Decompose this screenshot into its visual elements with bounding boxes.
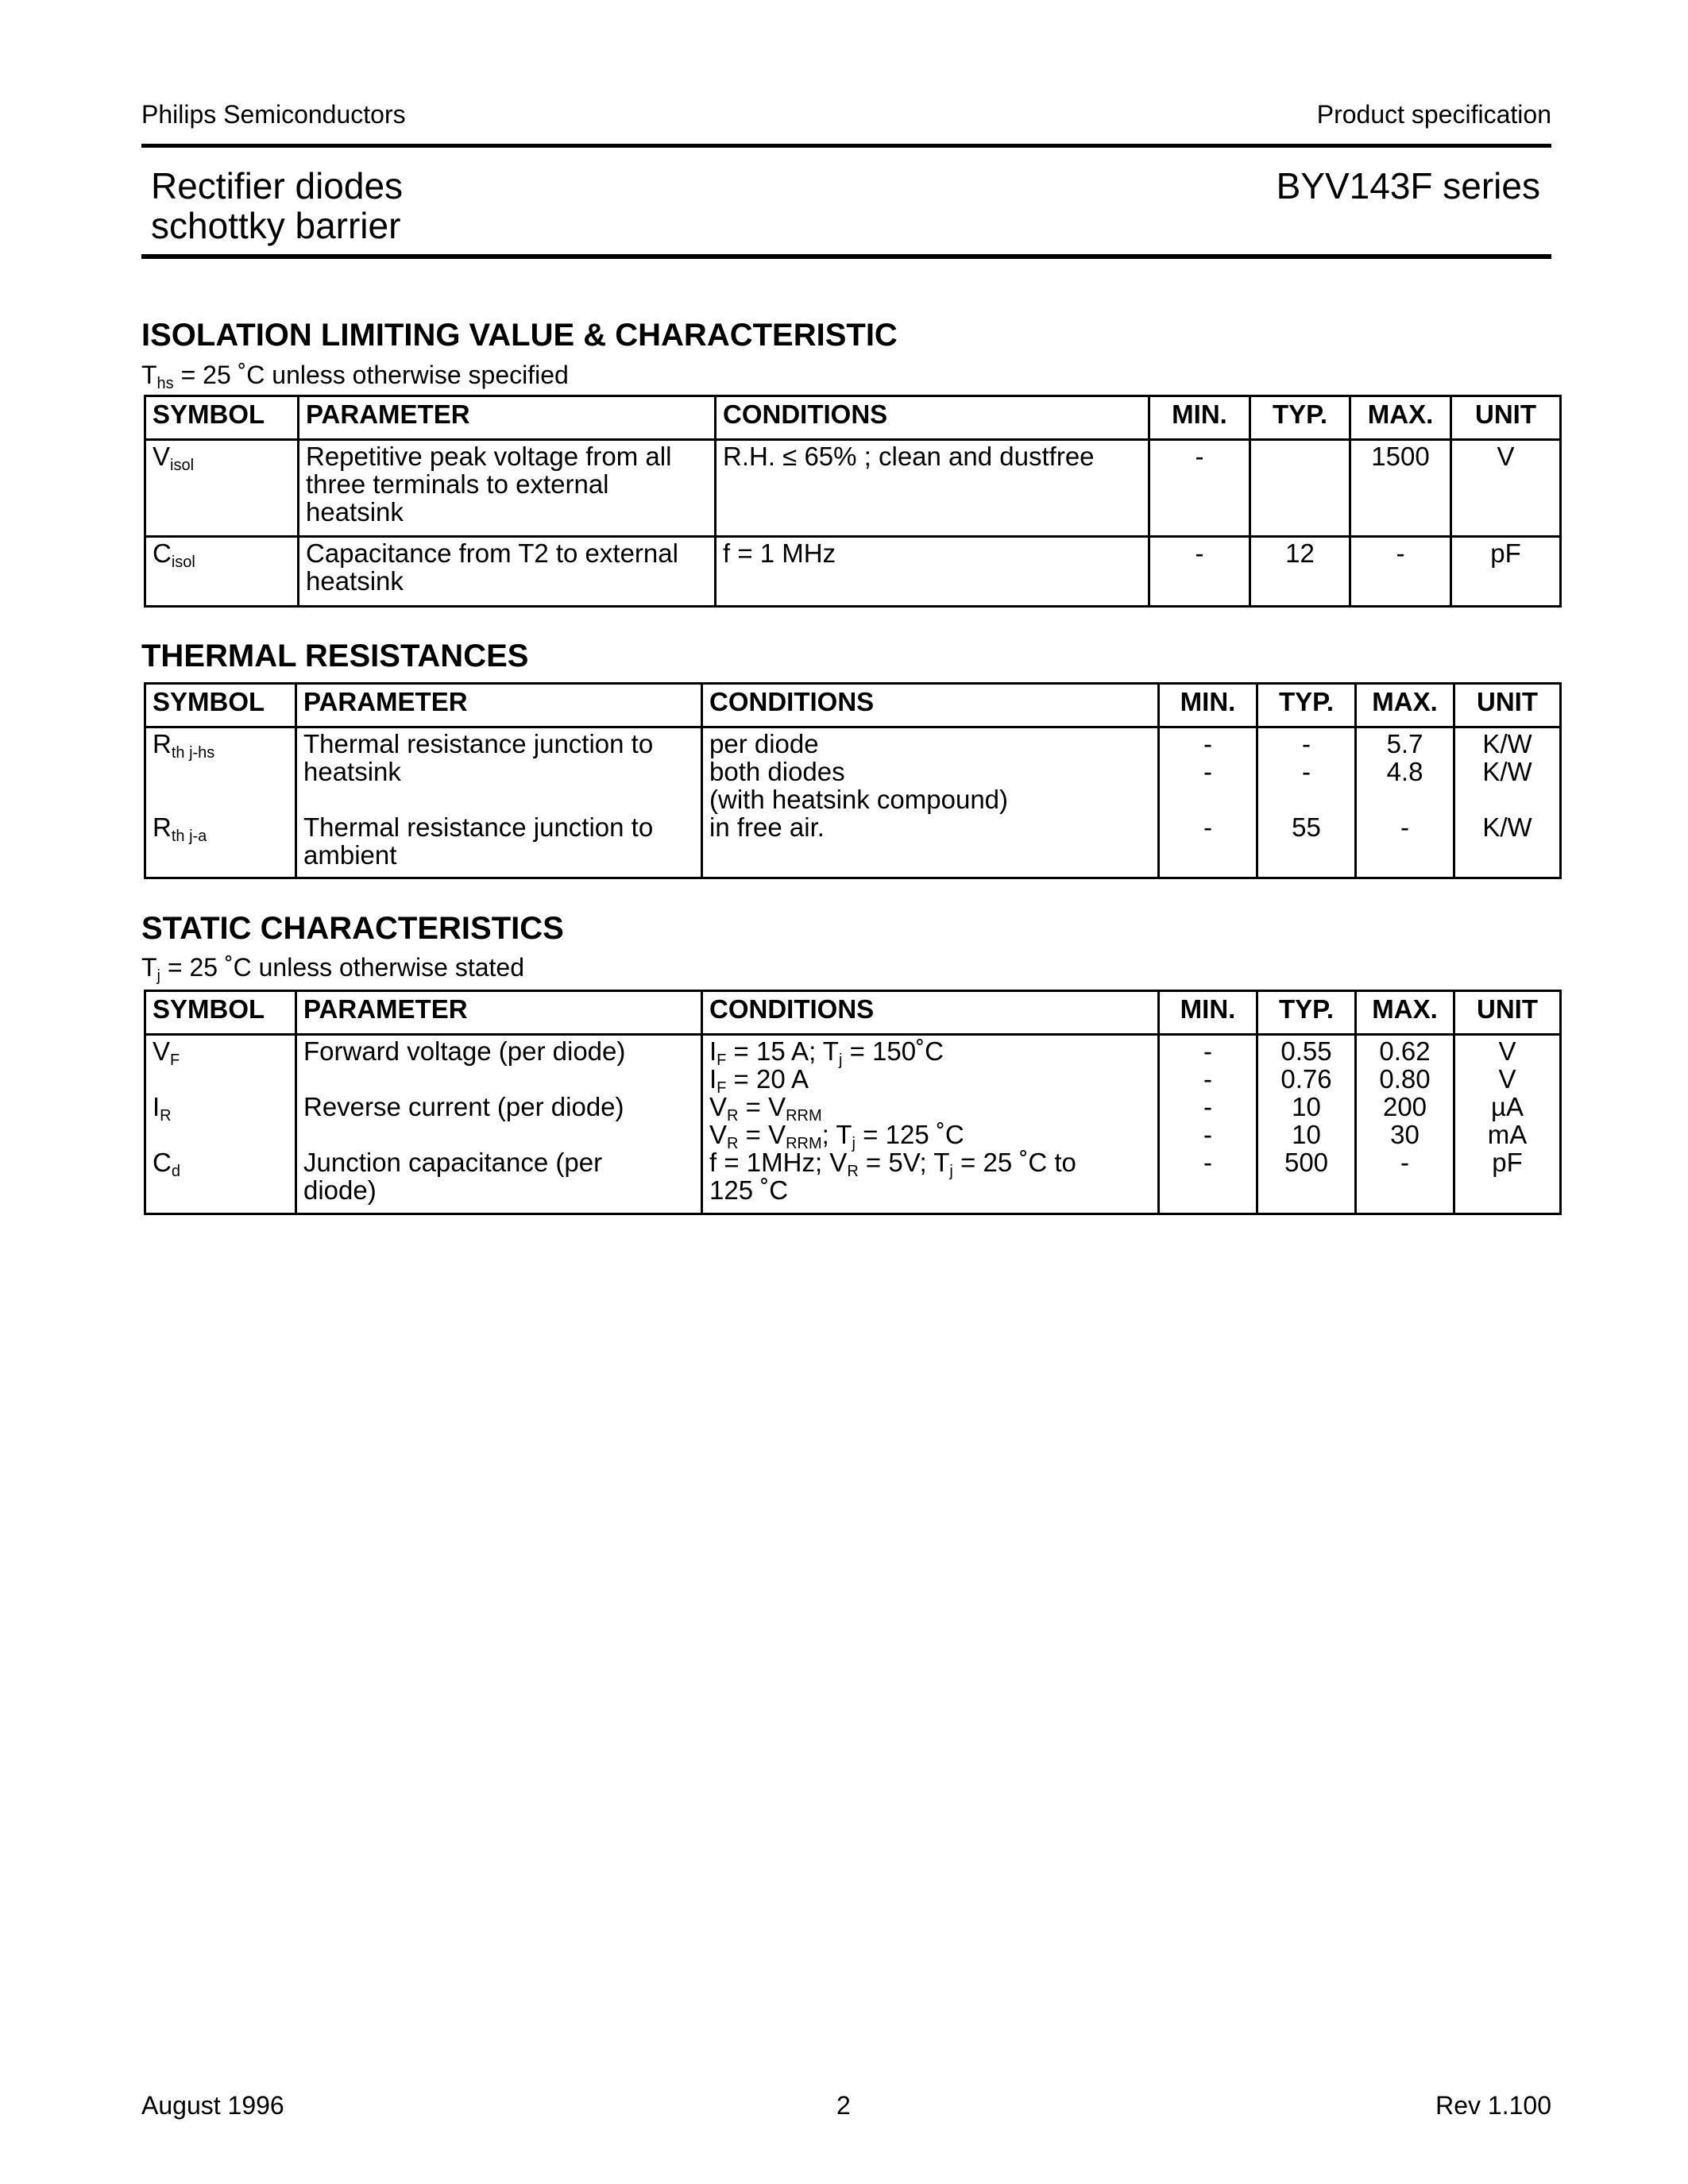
parameter-line: diode) [303, 1175, 377, 1205]
note-text: = 25 ˚C unless otherwise stated [160, 953, 525, 982]
parameter-spacer [303, 785, 694, 813]
col-unit: UNIT [1454, 684, 1561, 727]
max-cell: 1500 [1350, 440, 1451, 537]
value-line: - [1203, 1036, 1212, 1066]
col-parameter: PARAMETER [296, 684, 702, 727]
col-max: MAX. [1356, 684, 1454, 727]
col-symbol: SYMBOL [145, 991, 296, 1035]
symbol-main: I [153, 1092, 160, 1121]
value-line: - [1400, 1148, 1409, 1177]
symbol-main: R [153, 729, 172, 758]
col-unit: UNIT [1454, 991, 1561, 1035]
col-parameter: PARAMETER [296, 991, 702, 1035]
value-line: K/W [1482, 729, 1532, 758]
value-line: V [1498, 1036, 1516, 1066]
col-conditions: CONDITIONS [702, 991, 1159, 1035]
typ-cell [1257, 1035, 1356, 1214]
symbol-spacer [153, 1065, 288, 1093]
col-typ: TYP. [1250, 396, 1350, 440]
col-conditions: CONDITIONS [716, 396, 1149, 440]
condition-line: both diodes [709, 757, 845, 786]
table-row [145, 1035, 1561, 1214]
parameter-cell [296, 727, 702, 878]
condition-line: 125 ˚C [709, 1175, 789, 1205]
cond-subscript: R [847, 1163, 859, 1180]
parameter-line: Thermal resistance junction to [303, 812, 654, 842]
document-type: Product specification [1316, 100, 1551, 129]
symbol-cell [145, 727, 296, 878]
value-line: - [1203, 1148, 1212, 1177]
col-symbol: SYMBOL [145, 684, 296, 727]
value-spacer [1166, 785, 1250, 813]
col-unit: UNIT [1451, 396, 1561, 440]
unit-cell [1454, 727, 1561, 878]
parameter-line: Junction capacitance (per [303, 1148, 603, 1177]
isolation-section-title: ISOLATION LIMITING VALUE & CHARACTERISTIC [141, 318, 898, 353]
value-spacer [1363, 785, 1447, 813]
table-header-row [145, 991, 1561, 1035]
cond-part: = 15 A; T [726, 1036, 839, 1066]
col-min: MIN. [1159, 991, 1257, 1035]
value-line: K/W [1482, 757, 1532, 786]
unit-cell: pF [1451, 537, 1561, 607]
note-subscript: hs [156, 375, 174, 392]
symbol-main: C [153, 538, 172, 568]
condition-line [709, 1148, 1151, 1180]
footer-revision: Rev 1.100 [1435, 2091, 1551, 2120]
condition-line [709, 1036, 1151, 1069]
col-typ: TYP. [1257, 684, 1356, 727]
conditions-cell [702, 727, 1159, 878]
symbol-subscript: F [170, 1051, 180, 1069]
value-line: - [1302, 729, 1311, 758]
cond-part: ; T [821, 1120, 852, 1149]
symbol-subscript: th j-hs [171, 744, 215, 762]
max-cell: - [1350, 537, 1451, 607]
cond-part: = V [738, 1092, 786, 1121]
cond-part: = V [738, 1120, 786, 1149]
header-rule [141, 144, 1551, 148]
value-line: 0.55 [1280, 1036, 1332, 1066]
cond-subscript: F [717, 1051, 727, 1069]
static-condition-note [141, 953, 525, 985]
cond-part: I [709, 1064, 717, 1094]
cond-subscript: F [717, 1079, 727, 1097]
table-header-row [145, 684, 1561, 727]
cond-subscript: RRM [786, 1107, 822, 1125]
col-min: MIN. [1159, 684, 1257, 727]
footer-page-number: 2 [836, 2091, 851, 2120]
parameter-line: Reverse current (per diode) [303, 1092, 624, 1121]
parameter-spacer [303, 1065, 694, 1093]
symbol-cd [153, 1148, 288, 1180]
cond-subscript: j [838, 1051, 843, 1069]
min-cell: - [1149, 537, 1250, 607]
col-max: MAX. [1350, 396, 1451, 440]
cond-subscript: j [949, 1163, 953, 1180]
symbol-subscript: d [171, 1163, 180, 1180]
value-line: 500 [1284, 1148, 1329, 1177]
company-name: Philips Semiconductors [141, 100, 406, 129]
condition-line [709, 1064, 1151, 1097]
unit-cell [1454, 1035, 1561, 1214]
value-line: 0.62 [1379, 1036, 1431, 1066]
symbol-rth-ja [153, 812, 288, 845]
product-title-line2: schottky barrier [151, 205, 401, 246]
col-min: MIN. [1149, 396, 1250, 440]
value-line: - [1203, 729, 1212, 758]
value-spacer [1462, 785, 1553, 813]
static-table [144, 990, 1562, 1215]
value-line: 10 [1292, 1120, 1321, 1149]
value-line: 55 [1292, 812, 1321, 842]
conditions-cell: R.H. ≤ 65% ; clean and dustfree [716, 440, 1149, 537]
thermal-section-title: THERMAL RESISTANCES [141, 639, 529, 673]
symbol-cell [145, 1035, 296, 1214]
note-symbol: T [141, 953, 157, 982]
cond-part: = 20 A [726, 1064, 809, 1094]
note-subscript: j [156, 967, 160, 985]
value-line: 0.80 [1379, 1064, 1431, 1094]
condition-line [709, 1092, 1151, 1125]
table-row [145, 440, 1561, 537]
value-line: V [1498, 1064, 1516, 1094]
col-parameter: PARAMETER [299, 396, 716, 440]
value-line: mA [1487, 1120, 1528, 1149]
value-line: 30 [1390, 1120, 1420, 1149]
value-line: 200 [1382, 1092, 1427, 1121]
table-row [145, 727, 1561, 878]
value-line: K/W [1482, 812, 1532, 842]
min-cell: - [1149, 440, 1250, 537]
value-line: 10 [1292, 1092, 1321, 1121]
symbol-subscript: isol [171, 554, 195, 571]
note-symbol: T [141, 361, 157, 389]
typ-cell: 12 [1250, 537, 1350, 607]
symbol-subscript: isol [170, 457, 195, 474]
symbol-main: V [153, 1036, 171, 1066]
value-line: - [1203, 757, 1212, 786]
symbol-subscript: th j-a [171, 828, 207, 845]
col-max: MAX. [1356, 991, 1454, 1035]
conditions-cell [702, 1035, 1159, 1214]
value-line: - [1400, 812, 1409, 842]
symbol-rth-jhs [153, 729, 288, 762]
value-line: - [1203, 1064, 1212, 1094]
parameter-line: heatsink [306, 566, 404, 596]
product-title [151, 166, 403, 245]
parameter-line: heatsink [306, 497, 404, 527]
cond-subscript: R [727, 1107, 739, 1125]
symbol-spacer [153, 758, 288, 785]
symbol-spacer [153, 1121, 288, 1148]
value-line: µA [1490, 1092, 1524, 1121]
product-title-line1: Rectifier diodes [151, 165, 404, 206]
col-conditions: CONDITIONS [702, 684, 1159, 727]
cond-subscript: RRM [786, 1135, 822, 1152]
parameter-cell [296, 1035, 702, 1214]
symbol-main: V [153, 442, 171, 471]
condition-line [709, 1120, 1151, 1152]
cond-part: I [709, 1036, 717, 1066]
cond-part: = 25 ˚C to [952, 1148, 1076, 1177]
parameter-line: ambient [303, 840, 397, 870]
symbol-ir [153, 1092, 288, 1125]
col-symbol: SYMBOL [145, 396, 299, 440]
conditions-cell: f = 1 MHz [716, 537, 1149, 607]
cond-part: V [709, 1092, 728, 1121]
symbol-spacer [153, 785, 288, 813]
min-cell [1159, 727, 1257, 878]
cond-part: = 150˚C [842, 1036, 944, 1066]
cond-subscript: R [727, 1135, 739, 1152]
value-line: - [1203, 1092, 1212, 1121]
parameter-spacer [303, 1121, 694, 1148]
max-cell [1356, 727, 1454, 878]
value-line: - [1203, 812, 1212, 842]
part-number: BYV143F series [1276, 165, 1540, 206]
min-cell [1159, 1035, 1257, 1214]
unit-cell: V [1451, 440, 1561, 537]
cond-part: V [709, 1120, 728, 1149]
symbol-vf [153, 1036, 288, 1069]
table-row [145, 537, 1561, 607]
parameter-line: Capacitance from T2 to external [306, 538, 678, 568]
condition-line: in free air. [709, 812, 825, 842]
symbol-main: R [153, 812, 172, 842]
thermal-table [144, 682, 1562, 879]
value-line: 4.8 [1386, 757, 1423, 786]
condition-line: per diode [709, 729, 819, 758]
typ-cell [1250, 440, 1350, 537]
parameter-cell [299, 440, 716, 537]
note-text: = 25 ˚C unless otherwise specified [173, 361, 569, 389]
symbol-cell [145, 440, 299, 537]
title-rule [141, 254, 1551, 259]
symbol-subscript: R [160, 1107, 172, 1125]
cond-subscript: j [852, 1135, 856, 1152]
value-line: - [1203, 1120, 1212, 1149]
value-line: pF [1492, 1148, 1523, 1177]
static-section-title: STATIC CHARACTERISTICS [141, 911, 564, 946]
symbol-main: C [153, 1148, 172, 1177]
typ-cell [1257, 727, 1356, 878]
parameter-line: Thermal resistance junction to [303, 729, 654, 758]
cond-part: = 125 ˚C [856, 1120, 964, 1149]
col-typ: TYP. [1257, 991, 1356, 1035]
condition-line: (with heatsink compound) [709, 785, 1009, 814]
parameter-line: three terminals to external [306, 469, 609, 499]
footer-date: August 1996 [141, 2091, 284, 2120]
symbol-cell [145, 537, 299, 607]
value-line: 0.76 [1280, 1064, 1332, 1094]
isolation-condition-note [141, 361, 569, 390]
parameter-line: Repetitive peak voltage from all [306, 442, 672, 471]
cond-part: = 5V; T [858, 1148, 950, 1177]
max-cell [1356, 1035, 1454, 1214]
table-header-row [145, 396, 1561, 440]
parameter-line: heatsink [303, 757, 401, 786]
parameter-cell [299, 537, 716, 607]
value-spacer [1265, 785, 1348, 813]
cond-part: f = 1MHz; V [709, 1148, 848, 1177]
value-line: - [1302, 757, 1311, 786]
parameter-line: Forward voltage (per diode) [303, 1036, 626, 1066]
value-line: 5.7 [1386, 729, 1423, 758]
isolation-table [144, 395, 1562, 608]
